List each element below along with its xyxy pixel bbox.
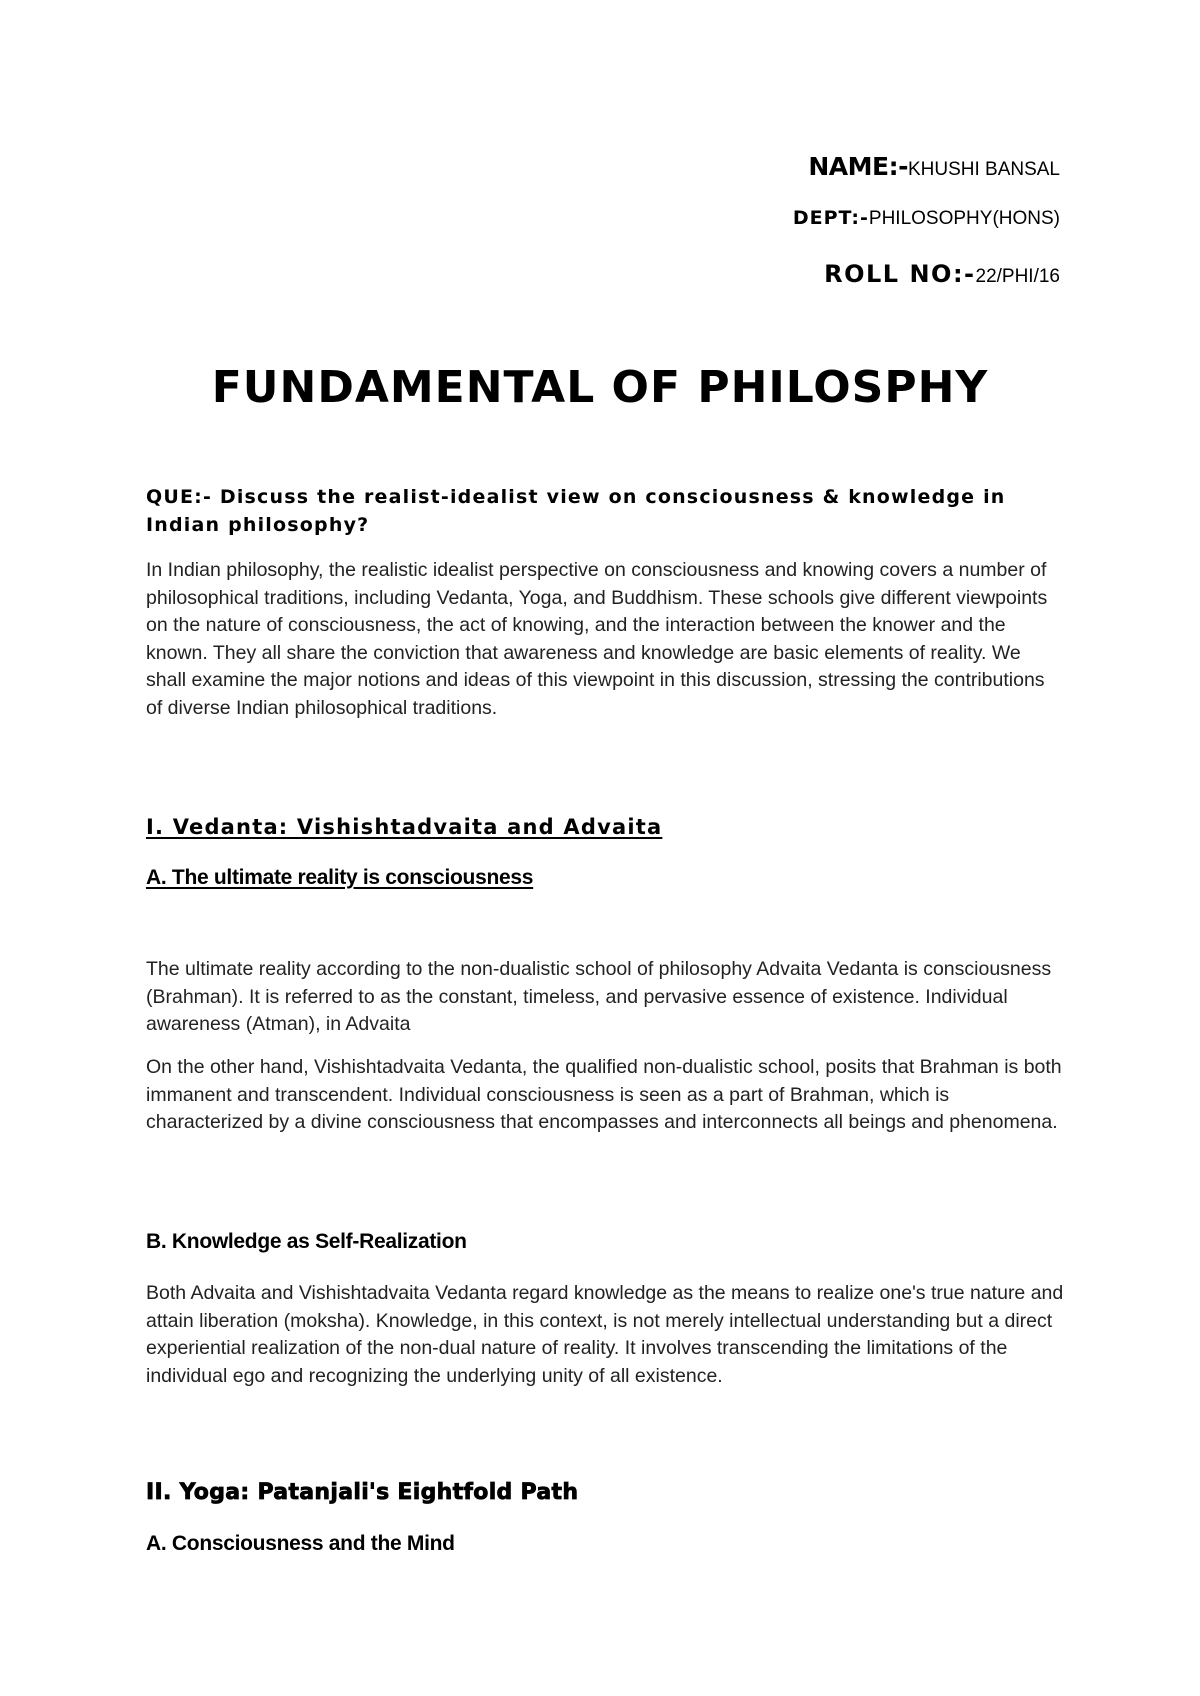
question-text: QUE:- Discuss the realist-idealist view on consciousness & knowledge in Indian philosophy? [146, 486, 1006, 536]
roll-label: ROLL NO:- [824, 260, 976, 288]
subheading-self-realization: B. Knowledge as Self-Realization [146, 1230, 467, 1253]
intro-paragraph: In Indian philosophy, the realistic idealist perspective on consciousness and knowing covers a number of philosophical traditions, including Vedanta, Yoga, and Buddhism. These schools give different viewpoints on the nature of consciousness, the act of knowing, and the interaction between the knower and the known. They all share the conviction that awareness and knowledge are basic elements of reality. We shall examine the major notions and ideas of this viewpoint in this discussion, stressing the contributions of diverse Indian philosophical traditions. [146, 559, 1048, 719]
paragraph-vishishtadvaita: On the other hand, Vishishtadvaita Vedanta, the qualified non-dualistic school, posits that Brahman is both immanent and transcendent. Individual consciousness is seen as a part of Brahman, which is characterized by a divine consciousness that encompasses and interconnects all beings and phenomena. [146, 1056, 1062, 1133]
section-heading-vedanta: I. Vedanta: Vishishtadvaita and Advaita [146, 815, 663, 839]
name-value: KHUSHI BANSAL [907, 159, 1060, 180]
dept-value: PHILOSOPHY(HONS) [868, 208, 1060, 229]
section-heading-yoga: II. Yoga: Patanjali's Eightfold Path [146, 1480, 579, 1505]
subheading-consciousness-mind: A. Consciousness and the Mind [146, 1532, 455, 1555]
dept-label: DEPT:- [792, 207, 869, 229]
document-title: FUNDAMENTAL OF PHILOSPHY [211, 362, 989, 413]
subheading-ultimate-reality: A. The ultimate reality is consciousness [146, 866, 534, 889]
student-name-line [808, 152, 1060, 181]
roll-value: 22/PHI/16 [975, 266, 1060, 287]
roll-number-line [824, 260, 1060, 288]
paragraph-knowledge: Both Advaita and Vishishtadvaita Vedanta regard knowledge as the means to realize one's true nature and attain liberation (moksha). Knowledge, in this context, is not merely intellectual understanding but a direct experiential realization of the non-dual nature of reality. It involves transcending the limitations of the individual ego and recognizing the underlying unity of all existence. [146, 1282, 1064, 1387]
paragraph-advaita: The ultimate reality according to the non-dualistic school of philosophy Advaita Vedanta is consciousness (Brahman). It is referred to as the constant, timeless, and pervasive essence of existence. Individual awareness (Atman), in Advaita [146, 958, 1052, 1035]
department-line [793, 207, 1060, 230]
name-label: NAME:- [808, 152, 908, 181]
